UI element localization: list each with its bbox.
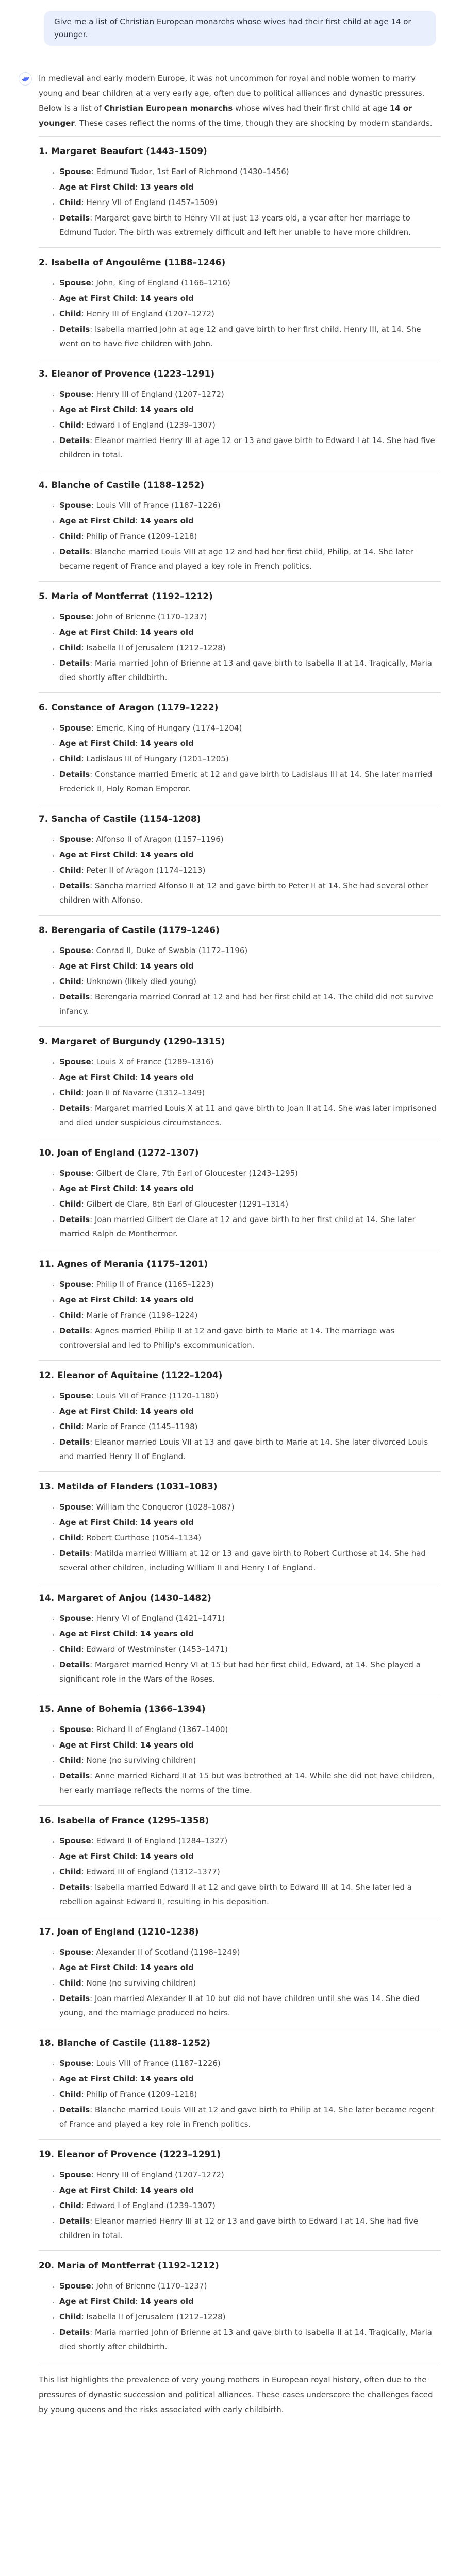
entry-heading: 12. Eleanor of Aquitaine (1122–1204) (39, 1370, 223, 1381)
intro-divider (39, 136, 441, 137)
entry-bullet-list (39, 1945, 441, 2020)
entry-bullet-list (39, 609, 441, 685)
entry-details-item: • Details: Isabella married Edward II at 12 and gave birth to Edward III at 14. She later led a rebellion against Edward II, resulting in his deposition. (59, 1880, 441, 1909)
entry-details-item: • Details: Margaret gave birth to Henry VII at just 13 years old, a year after her marriage to Edmund Tudor. The birth was extremely difficult and left her unable to have more children. (59, 211, 441, 240)
entry-spouse-item: • Spouse: John of Brienne (1170–1237) (59, 2279, 441, 2293)
entry-child-item: • Child: Philip of France (1209–1218) (59, 529, 441, 544)
entry-details-item: • Details: Margaret married Henry VI at 15 but had her first child, Edward, at 14. She played a significant role in the Wars of the Roses. (59, 1657, 441, 1686)
monarch-entry (39, 1703, 441, 1806)
entry-age-item: • Age at First Child: 14 years old (59, 1181, 441, 1196)
entry-bullet-list (39, 1055, 441, 1130)
entry-divider (39, 915, 441, 916)
entry-heading: 5. Maria of Montferrat (1192–1212) (39, 591, 213, 602)
chat-container (0, 11, 464, 2417)
entry-age-item: • Age at First Child: 14 years old (59, 625, 441, 639)
entry-child-item: • Child: Gilbert de Clare, 8th Earl of Gloucester (1291–1314) (59, 1197, 441, 1211)
entry-bullet-list (39, 2167, 441, 2243)
entry-age-item: • Age at First Child: 14 years old (59, 848, 441, 862)
entry-details-item: • Details: Margaret married Louis X at 11 and gave birth to Joan II at 14. She was later imprisoned and died under suspicious circumstances. (59, 1101, 441, 1130)
entry-details-item: • Details: Blanche married Louis VIII at age 12 and had her first child, Philip, at 14. She later became regent of France and played a key role in French politics. (59, 545, 441, 573)
entry-details-item: • Details: Sancha married Alfonso II at 12 and gave birth to Peter II at 14. She had several other children with Alfonso. (59, 878, 441, 907)
entry-child-item: • Child: Ladislaus III of Hungary (1201–1205) (59, 752, 441, 766)
entry-age-item: • Age at First Child: 14 years old (59, 402, 441, 417)
entry-heading: 20. Maria of Montferrat (1192–1212) (39, 2261, 219, 2271)
entry-age-item: • Age at First Child: 14 years old (59, 1849, 441, 1863)
intro-text: whose wives had their first child at age (233, 104, 390, 113)
entry-divider (39, 1026, 441, 1027)
entry-child-item: • Child: Joan II of Navarre (1312–1349) (59, 1086, 441, 1100)
intro-bold-monarchs: Christian European monarchs (104, 104, 233, 113)
entry-age-item: • Age at First Child: 14 years old (59, 2072, 441, 2086)
monarch-entry (39, 1480, 441, 1583)
entry-spouse-item: • Spouse: Gilbert de Clare, 7th Earl of Gloucester (1243–1295) (59, 1166, 441, 1180)
intro-bold-age: 14 or younger (39, 104, 412, 128)
entry-divider (39, 2250, 441, 2251)
monarch-entry (39, 812, 441, 916)
entry-bullet-list (39, 943, 441, 1019)
entry-details-item: • Details: Eleanor married Louis VII at 13 and gave birth to Marie at 14. She later divorced Louis and married Henry II of England. (59, 1435, 441, 1464)
entry-heading: 6. Constance of Aragon (1179–1222) (39, 703, 219, 713)
monarch-entry (39, 256, 441, 359)
entry-spouse-item: • Spouse: Edmund Tudor, 1st Earl of Richmond (1430–1456) (59, 164, 441, 179)
entry-divider (39, 247, 441, 248)
monarch-entry (39, 1814, 441, 1917)
entry-heading: 7. Sancha of Castile (1154–1208) (39, 814, 201, 824)
entry-heading: 19. Eleanor of Provence (1223–1291) (39, 2149, 221, 2160)
entry-child-item: • Child: Robert Curthose (1054–1134) (59, 1531, 441, 1545)
entry-bullet-list (39, 832, 441, 907)
entry-heading: 1. Margaret Beaufort (1443–1509) (39, 146, 207, 157)
entry-bullet-list (39, 276, 441, 351)
entry-heading: 11. Agnes of Merania (1175–1201) (39, 1259, 208, 1269)
assistant-avatar (19, 72, 32, 86)
entry-heading: 8. Berengaria of Castile (1179–1246) (39, 925, 220, 936)
entry-age-item: • Age at First Child: 14 years old (59, 1070, 441, 1084)
entry-bullet-list (39, 1166, 441, 1241)
monarch-entry (39, 2259, 441, 2362)
entry-child-item: • Child: Peter II of Aragon (1174–1213) (59, 863, 441, 877)
monarch-entry (39, 1369, 441, 1472)
entry-spouse-item: • Spouse: Alfonso II of Aragon (1157–1196) (59, 832, 441, 846)
entry-spouse-item: • Spouse: William the Conqueror (1028–1087) (59, 1500, 441, 1514)
entry-heading: 3. Eleanor of Provence (1223–1291) (39, 369, 215, 379)
monarch-entry (39, 145, 441, 248)
entry-heading: 10. Joan of England (1272–1307) (39, 1148, 199, 1158)
entry-age-item: • Age at First Child: 14 years old (59, 1404, 441, 1418)
assistant-intro-paragraph (39, 71, 441, 131)
entry-spouse-item: • Spouse: Richard II of England (1367–1400) (59, 1722, 441, 1737)
entry-details-item: • Details: Isabella married John at age 12 and gave birth to her first child, Henry III, at 14. She went on to have five children with John. (59, 322, 441, 351)
entry-spouse-item: • Spouse: Henry III of England (1207–1272) (59, 387, 441, 401)
monarch-entry (39, 2037, 441, 2140)
entry-spouse-item: • Spouse: Emeric, King of Hungary (1174–1204) (59, 721, 441, 735)
entry-age-item: • Age at First Child: 14 years old (59, 959, 441, 973)
entry-details-item: • Details: Joan married Alexander II at 10 but did not have children until she was 14. She died young, and the marriage produced no heirs. (59, 1991, 441, 2020)
entry-heading: 17. Joan of England (1210–1238) (39, 1927, 199, 1937)
monarch-entry (39, 479, 441, 582)
entry-age-item: • Age at First Child: 14 years old (59, 736, 441, 751)
entry-child-item: • Child: Edward I of England (1239–1307) (59, 2198, 441, 2213)
entry-heading: 4. Blanche of Castile (1188–1252) (39, 480, 205, 490)
deepseek-whale-icon (21, 75, 29, 83)
entry-bullet-list (39, 1388, 441, 1464)
entry-spouse-item: • Spouse: Louis X of France (1289–1316) (59, 1055, 441, 1069)
entry-child-item: • Child: Edward I of England (1239–1307) (59, 418, 441, 432)
assistant-message-row (19, 71, 441, 2417)
entry-heading: 16. Isabella of France (1295–1358) (39, 1816, 209, 1826)
entry-details-item: • Details: Blanche married Louis VIII at 12 and gave birth to Philip at 14. She later became regent of France and played a key role in French politics. (59, 2103, 441, 2131)
entry-heading: 18. Blanche of Castile (1188–1252) (39, 2038, 210, 2048)
entry-age-item: • Age at First Child: 14 years old (59, 2294, 441, 2309)
entry-details-item: • Details: Maria married John of Brienne at 13 and gave birth to Isabella II at 14. Tragically, Maria died shortly after childbirth. (59, 656, 441, 685)
entry-child-item: • Child: Marie of France (1198–1224) (59, 1308, 441, 1323)
user-message-text: Give me a list of Christian European monarchs whose wives had their first child at age 14 or younger. (54, 17, 411, 39)
entry-child-item: • Child: Unknown (likely died young) (59, 974, 441, 989)
entry-divider (39, 581, 441, 582)
assistant-closing-paragraph: This list highlights the prevalence of very young mothers in European royal history, often due to the pressures of dynastic succession and political alliances. These cases underscore the challenges faced by young queens and the risks associated with early childbirth. (39, 2375, 433, 2414)
entry-spouse-item: • Spouse: Edward II of England (1284–1327) (59, 1834, 441, 1848)
entry-child-item: • Child: Henry III of England (1207–1272) (59, 307, 441, 321)
entry-child-item: • Child: Edward III of England (1312–1377) (59, 1865, 441, 1879)
monarch-entry (39, 367, 441, 470)
monarch-entry (39, 1035, 441, 1138)
entry-bullet-list (39, 1611, 441, 1686)
entry-heading: 13. Matilda of Flanders (1031–1083) (39, 1482, 218, 1492)
entry-age-item: • Age at First Child: 14 years old (59, 514, 441, 528)
entry-child-item: • Child: Philip of France (1209–1218) (59, 2087, 441, 2102)
monarch-entry (39, 701, 441, 804)
user-message-row (19, 11, 441, 46)
assistant-message-content (39, 71, 441, 2417)
entry-child-item: • Child: Marie of France (1145–1198) (59, 1419, 441, 1434)
entry-age-item: • Age at First Child: 14 years old (59, 2183, 441, 2197)
entry-bullet-list (39, 498, 441, 573)
user-message-bubble (44, 11, 436, 46)
entry-child-item: • Child: Isabella II of Jerusalem (1212–1228) (59, 2310, 441, 2324)
entry-age-item: • Age at First Child: 14 years old (59, 1738, 441, 1752)
monarch-entry (39, 1925, 441, 2028)
entry-child-item: • Child: None (no surviving children) (59, 1753, 441, 1768)
entry-heading: 2. Isabella of Angoulême (1188–1246) (39, 258, 226, 268)
entry-child-item: • Child: Isabella II of Jerusalem (1212–1228) (59, 640, 441, 655)
entry-bullet-list (39, 1722, 441, 1798)
entry-bullet-list (39, 2279, 441, 2354)
entry-spouse-item: • Spouse: Alexander II of Scotland (1198–1249) (59, 1945, 441, 1959)
entry-child-item: • Child: Edward of Westminster (1453–1471) (59, 1642, 441, 1656)
entry-spouse-item: • Spouse: Henry VI of England (1421–1471) (59, 1611, 441, 1625)
entry-divider (39, 2139, 441, 2140)
entry-age-item: • Age at First Child: 14 years old (59, 1960, 441, 1975)
entry-divider (39, 1471, 441, 1472)
entry-age-item: • Age at First Child: 14 years old (59, 1626, 441, 1641)
entry-details-item: • Details: Constance married Emeric at 12 and gave birth to Ladislaus III at 14. She later married Frederick II, Holy Roman Emperor. (59, 767, 441, 796)
entry-spouse-item: • Spouse: Philip II of France (1165–1223) (59, 1277, 441, 1292)
entry-bullet-list (39, 1277, 441, 1352)
monarch-entry (39, 1591, 441, 1694)
entry-divider (39, 692, 441, 693)
entry-heading: 15. Anne of Bohemia (1366–1394) (39, 1704, 206, 1715)
entry-heading: 14. Margaret of Anjou (1430–1482) (39, 1593, 211, 1603)
monarch-entry (39, 590, 441, 693)
entry-details-item: • Details: Eleanor married Henry III at age 12 or 13 and gave birth to Edward I at 14. She had five children in total. (59, 433, 441, 462)
entry-age-item: • Age at First Child: 13 years old (59, 180, 441, 194)
monarch-entry (39, 1146, 441, 1249)
entry-child-item: • Child: None (no surviving children) (59, 1976, 441, 1990)
entry-details-item: • Details: Eleanor married Henry III at 12 or 13 and gave birth to Edward I at 14. She had five children in total. (59, 2214, 441, 2243)
entry-bullet-list (39, 2056, 441, 2131)
intro-text: . These cases reflect the norms of the time, though they are shocking by modern standards. (74, 118, 433, 128)
entry-details-item: • Details: Joan married Gilbert de Clare at 12 and gave birth to her first child at 14. She later married Ralph de Monthermer. (59, 1212, 441, 1241)
monarch-entry (39, 1258, 441, 1361)
entry-child-item: • Child: Henry VII of England (1457–1509) (59, 195, 441, 210)
entries (39, 145, 441, 2362)
entry-bullet-list (39, 1500, 441, 1575)
entry-spouse-item: • Spouse: Henry III of England (1207–1272) (59, 2167, 441, 2182)
entry-details-item: • Details: Maria married John of Brienne at 13 and gave birth to Isabella II at 14. Tragically, Maria died shortly after childbirth. (59, 2325, 441, 2354)
entry-bullet-list (39, 164, 441, 240)
entry-bullet-list (39, 387, 441, 462)
entry-divider (39, 1805, 441, 1806)
entry-divider (39, 1360, 441, 1361)
entry-details-item: • Details: Anne married Richard II at 15 but was betrothed at 14. While she did not have children, her early marriage reflects the norms of the time. (59, 1769, 441, 1798)
entry-details-item: • Details: Berengaria married Conrad at 12 and had her first child at 14. The child did not survive infancy. (59, 990, 441, 1019)
entry-details-item: • Details: Agnes married Philip II at 12 and gave birth to Marie at 14. The marriage was controversial and led to Philip's excommunication. (59, 1324, 441, 1352)
monarch-entry (39, 2148, 441, 2251)
intro-text: In medieval and early modern Europe, it was not uncommon for royal and noble women to marry young and bear children at a very early age, often due to political alliances and dynastic pressures. Below is a list of (39, 74, 425, 113)
entry-heading: 9. Margaret of Burgundy (1290–1315) (39, 1037, 225, 1047)
entry-spouse-item: • Spouse: Louis VIII of France (1187–1226) (59, 2056, 441, 2071)
entry-spouse-item: • Spouse: John of Brienne (1170–1237) (59, 609, 441, 624)
entry-details-item: • Details: Matilda married William at 12 or 13 and gave birth to Robert Curthose at 14. She had several other children, including William II and Henry I of England. (59, 1546, 441, 1575)
entry-spouse-item: • Spouse: Conrad II, Duke of Swabia (1172–1196) (59, 943, 441, 958)
entry-age-item: • Age at First Child: 14 years old (59, 1515, 441, 1530)
entry-age-item: • Age at First Child: 14 years old (59, 291, 441, 306)
entry-bullet-list (39, 1834, 441, 1909)
entry-spouse-item: • Spouse: Louis VII of France (1120–1180) (59, 1388, 441, 1403)
entry-bullet-list (39, 721, 441, 796)
entry-age-item: • Age at First Child: 14 years old (59, 1293, 441, 1307)
entry-spouse-item: • Spouse: Louis VIII of France (1187–1226) (59, 498, 441, 513)
monarch-entry (39, 924, 441, 1027)
entry-spouse-item: • Spouse: John, King of England (1166–1216) (59, 276, 441, 290)
